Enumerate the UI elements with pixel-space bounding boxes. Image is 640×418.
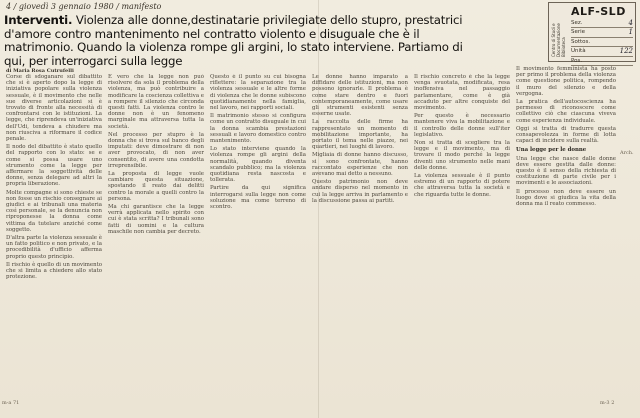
paragraph: Il movimento femminista ha posto per primo il problema della violenza come questione politica, rompendo il muro del silenzio e della vergogna. [516, 66, 616, 97]
paragraph: La violenza sessuale è il punto estremo di un rapporto di potere che attraversa tutta la società e che riguarda tutte le donne. [414, 173, 510, 198]
paragraph: Corse di sdoganare sul dibattito che si è aperto dopo la legge di iniziativa popolare sulla violenza sessuale, è il movimento che nelle sue diverse articolazioni si è trovato di fronte alla necessità di confrontarsi con le istituzioni. La legge, che riprendeva un'iniziativa dell'Udi, tendeva a chiudere ma non riusciva a riformare il codice penale. [6, 74, 102, 143]
stamp-value: 122 [619, 47, 633, 56]
paragraph: Il rischio è quello di un movimento che si limita a chiedere allo stato protezione. [6, 261, 102, 281]
paragraph: Una legge che nasce dalle donne deve essere gestita dalle donne: questo è il senso della richiesta di costituzione di parte civile per i movimenti e le associazioni. [516, 155, 616, 187]
paragraph: La proposta di legge vuole cambiare questa situazione, spostando il reato dai delitti contro la morale a quelli contro la persona. [108, 171, 204, 202]
stamp-fields [571, 19, 633, 66]
stamp-label: Sez. [571, 20, 583, 26]
paragraph: Oggi si tratta di tradurre questa consapevolezza in forme di lotta capaci di incidere sulla realtà. [516, 125, 616, 145]
paragraph: Ma chi garantisce che la legge verrà applicata nello spirito con cui è stata scritta? I tribunali sono fatti di uomini e la cultura maschile non cambia per decreto. [108, 204, 204, 235]
stamp-value: 4 [628, 19, 633, 27]
paragraph: Il matrimonio stesso si configura come un contratto disuguale in cui la donna scambia prestazioni sessuali e lavoro domestico contro mantenimento. [210, 113, 306, 145]
paragraph: Non si tratta di scegliere tra la legge e il movimento, ma di trovare il modo perché la legge diventi uno strumento nelle mani delle donne. [414, 140, 510, 171]
headline-text: Violenza alle donne,destinatarie privilegiate dello stupro, prestatrici d'amore contro mantenimento nel contratto violento e disuguale che è il matrimonio. Quando la violenza rompe gli argini, lo stato interviene. Partiamo di qui, per interrogarci sulla legge [4, 13, 463, 68]
article-column-4 [312, 74, 408, 410]
article-column-5 [414, 74, 510, 410]
margin-note: m-3 2 [600, 400, 615, 406]
stamp-code: ALF-SLD [571, 5, 626, 18]
paragraph: È vero che la legge non può risolvere da sola il problema della violenza, ma può contribuire a modificare la coscienza collettiva e a rompere il silenzio che circonda questi fatti. La violenza contro le donne non è un fenomeno marginale ma attraversa tutta la società. [108, 74, 204, 130]
paragraph: Molte compagne si sono chieste se non fosse un rischio consegnare ai giudici e ai tribunali una materia così personale, se la denuncia non riproponesse la donna come vittima da tutelare anziché come soggetto. [6, 189, 102, 233]
headline-lead: Interventi. [4, 13, 73, 27]
stamp-row [571, 38, 633, 47]
paragraph: Il nodo del dibattito è stato quello del rapporto con lo stato: se e come si possa usare uno strumento come la legge per affermare la soggettività delle donne, senza delegare ad altri la propria liberazione. [6, 144, 102, 188]
paragraph: Il processo non deve essere un luogo dove si giudica la vita della donna ma il reato commesso. [516, 188, 616, 208]
paragraph: Nel processo per stupro è la donna che si trova sul banco degli imputati: deve dimostrare di non aver provocato, di non aver consentito, di avere una condotta irreprensibile. [108, 131, 204, 169]
paragraph: Le donne hanno imparato a diffidare delle istituzioni, ma non possono ignorarle. Il problema è come stare dentro e fuori contemporaneamente, come usare gli strumenti esistenti senza esserne usate. [312, 74, 408, 118]
stamp-row [571, 57, 633, 66]
margin-note: m-a 71 [2, 400, 20, 406]
stamp-row [571, 19, 633, 28]
article-column-2 [108, 74, 204, 410]
stamp-label: Sottos. [571, 38, 591, 45]
paragraph: Partire da qui significa interrogarsi sulla legge non come soluzione ma come terreno di scontro. [210, 185, 306, 211]
stamp-value: 1 [628, 28, 633, 37]
byline: di Maria Rosa Cutrufelli [6, 68, 74, 74]
margin-note: Arch. [620, 150, 634, 156]
stamp-label: Serie [571, 29, 586, 36]
paragraph: La raccolta delle firme ha rappresentato un momento di mobilitazione importante, ha portato il tema nelle piazze, nei quartieri, nei luoghi di lavoro. [312, 119, 408, 151]
paragraph: Lo stato interviene quando la violenza rompe gli argini della normalità, quando diventa scandalo pubblico; ma la violenza quotidiana resta nascosta e tollerata. [210, 146, 306, 184]
article-column-3 [210, 74, 306, 410]
paragraph: D'altra parte la violenza sessuale è un fatto politico e non privato, e la procedibilità d'ufficio afferma proprio questo principio. [6, 235, 102, 260]
archive-stamp [548, 2, 636, 62]
paragraph: La pratica dell'autocoscienza ha permesso di riconoscere come collettivo ciò che ciascuna viveva come esperienza individuale. [516, 99, 616, 124]
subheading: Una legge per le donne [516, 147, 587, 154]
paragraph: Migliaia di donne hanno discusso, si sono confrontate, hanno raccontato esperienze che non avevano mai detto a nessuno. [312, 152, 408, 178]
paragraph: Il rischio concreto è che la legge venga svuotata, modificata, resa inoffensiva nel passaggio parlamentare, come è già accaduto per altre conquiste del movimento. [414, 74, 510, 112]
stamp-institution: Centro di Studi e Documentazione Biblioteca [551, 23, 566, 57]
stamp-row [571, 47, 633, 56]
article-column-6 [516, 66, 616, 410]
paragraph: Per questo è necessario mantenere viva la mobilitazione e il controllo delle donne sull'iter legislativo. [414, 113, 510, 138]
article-column-1 [6, 74, 102, 410]
paragraph: Questo patrimonio non deve andare disperso nel momento in cui la legge arriva in parlamento e la discussione passa ai partiti. [312, 179, 408, 204]
headline [4, 14, 472, 68]
masthead: 4 / giovedì 3 gennaio 1980 / manifesto [6, 2, 162, 11]
stamp-row [571, 28, 633, 37]
stamp-label: Unità [571, 48, 586, 55]
stamp-label: Pos. [571, 57, 583, 64]
paragraph: Questo è il punto su cui bisogna riflettere: la separazione tra la violenza sessuale e le altre forme di violenza che le donne subiscono quotidianamente nella famiglia, nel lavoro, nei rapporti sociali. [210, 74, 306, 112]
